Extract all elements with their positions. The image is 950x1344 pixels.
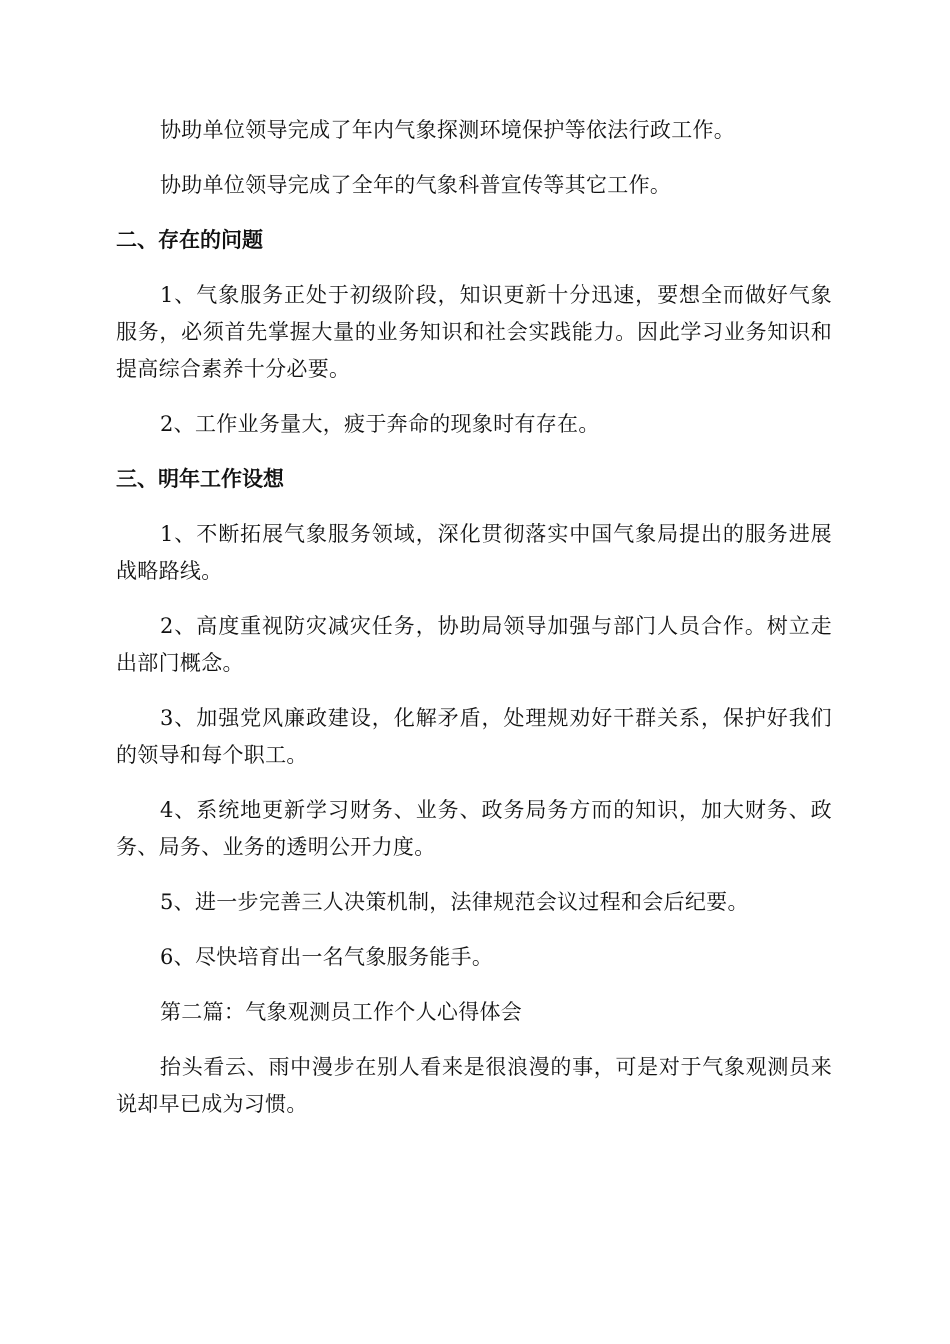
paragraph: 抬头看云、雨中漫步在别人看来是很浪漫的事，可是对于气象观测员来说却早已成为习惯。 [116, 1055, 832, 1116]
article-title: 第二篇：气象观测员工作个人心得体会 [160, 1000, 523, 1024]
paragraph: 4、系统地更新学习财务、业务、政务局务方而的知识，加大财务、政务、局务、业务的透明公开力度。 [116, 798, 832, 859]
paragraph: 6、尽快培育出一名气象服务能手。 [160, 945, 494, 969]
paragraph: 1、气象服务正处于初级阶段，知识更新十分迅速，要想全而做好气象服务，必须首先掌握大量的业务知识和社会实践能力。因此学习业务知识和提高综合素养十分必要。 [116, 283, 832, 381]
paragraph: 1、不断拓展气象服务领域，深化贯彻落实中国气象局提出的服务进展战略路线。 [116, 522, 832, 583]
paragraph: 协助单位领导完成了年内气象探测环境保护等依法行政工作。 [160, 118, 736, 142]
document-body [116, 112, 832, 1141]
paragraph: 3、加强党风廉政建设，化解矛盾，处理规劝好干群关系，保护好我们的领导和每个职工。 [116, 706, 832, 767]
paragraph: 协助单位领导完成了全年的气象科普宣传等其它工作。 [160, 173, 672, 197]
paragraph: 2、高度重视防灾减灾任务，协助局领导加强与部门人员合作。树立走出部门概念。 [116, 614, 832, 675]
section-heading: 三、明年工作设想 [116, 467, 284, 491]
section-heading: 二、存在的问题 [116, 228, 263, 252]
paragraph: 2、工作业务量大，疲于奔命的现象时有存在。 [160, 412, 600, 436]
paragraph: 5、进一步完善三人决策机制，法律规范会议过程和会后纪要。 [160, 890, 749, 914]
